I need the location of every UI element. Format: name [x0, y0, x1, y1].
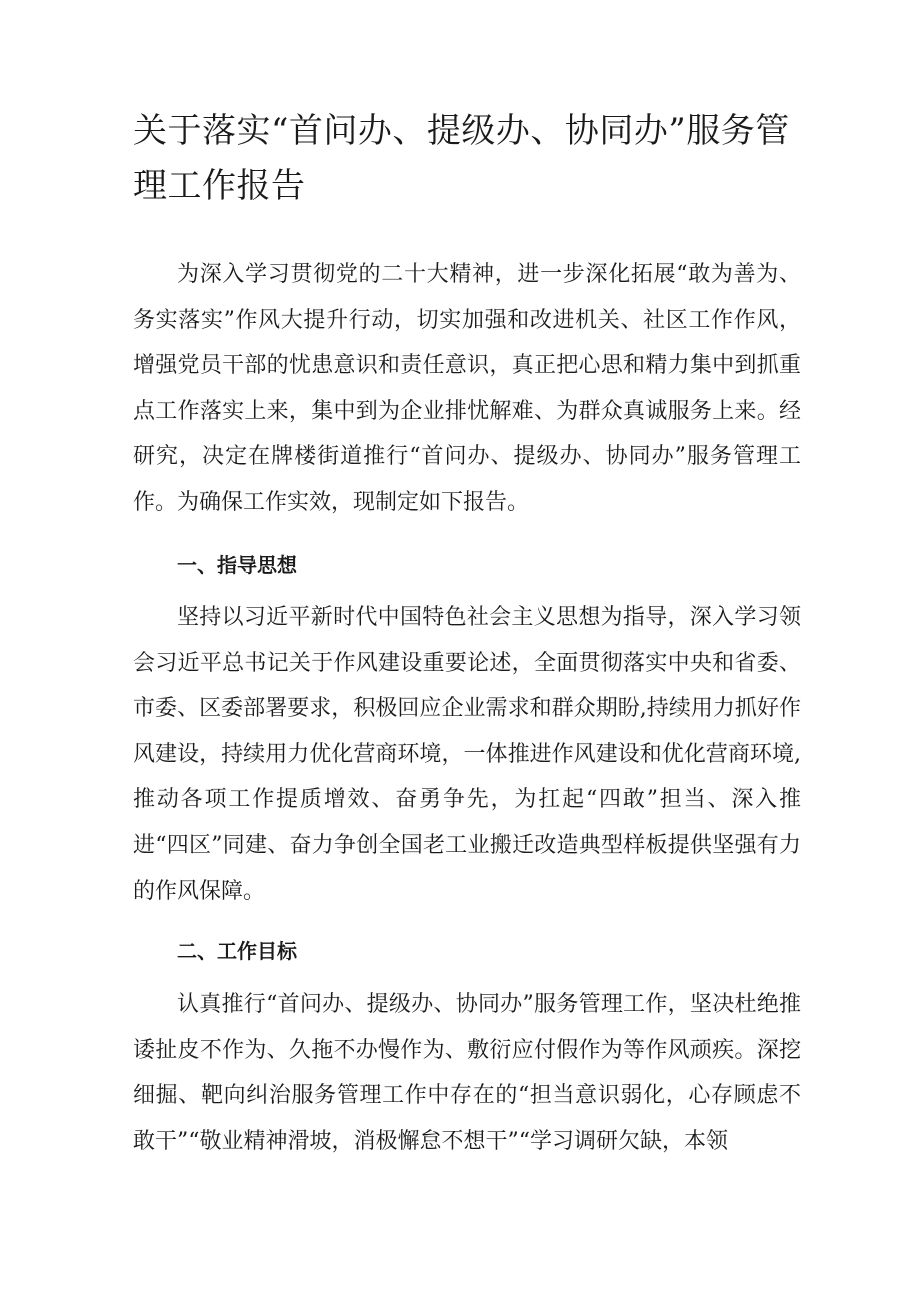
document-title: 关于落实“首问办、提级办、协同办”服务管理工作报告	[133, 111, 790, 206]
section-heading-work-goals: 二、工作目标	[177, 939, 297, 963]
section-heading-guiding-ideology: 一、指导思想	[177, 553, 297, 577]
section-paragraph-work-goals: 认真推行“首问办、提级办、协同办”服务管理工作，坚决杜绝推诿扯皮不作为、久拖不办慢作为、敷衍应付假作为等作风顽疾。深挖细掘、靶向纠治服务管理工作中存在的“担当意识弱化，心存顾虑不敢干”“敬业精神滑坡，消极懈怠不想干”“学习调研欠缺，本领	[133, 992, 801, 1154]
section-paragraph-guiding-ideology: 坚持以习近平新时代中国特色社会主义思想为指导，深入学习领会习近平总书记关于作风建设重要论述，全面贯彻落实中央和省委、市委、区委部署要求，积极回应企业需求和群众期盼,持续用力抓好作风建设，持续用力优化营商环境，一体推进作风建设和优化营商环境,推动各项工作提质增效、奋勇争先，为扛起“四敢”担当、深入推进“四区”同建、奋力争创全国老工业搬迁改造典型样板提供坚强有力的作风保障。	[133, 605, 801, 904]
intro-paragraph: 为深入学习贯彻党的二十大精神，进一步深化拓展“敢为善为、务实落实”作风大提升行动，切实加强和改进机关、社区工作作风，增强党员干部的忧患意识和责任意识，真正把心思和精力集中到抓重点工作落实上来，集中到为企业排忧解难、为群众真诚服务上来。经研究，决定在牌楼街道推行“首问办、提级办、协同办”服务管理工作。为确保工作实效，现制定如下报告。	[133, 262, 801, 515]
